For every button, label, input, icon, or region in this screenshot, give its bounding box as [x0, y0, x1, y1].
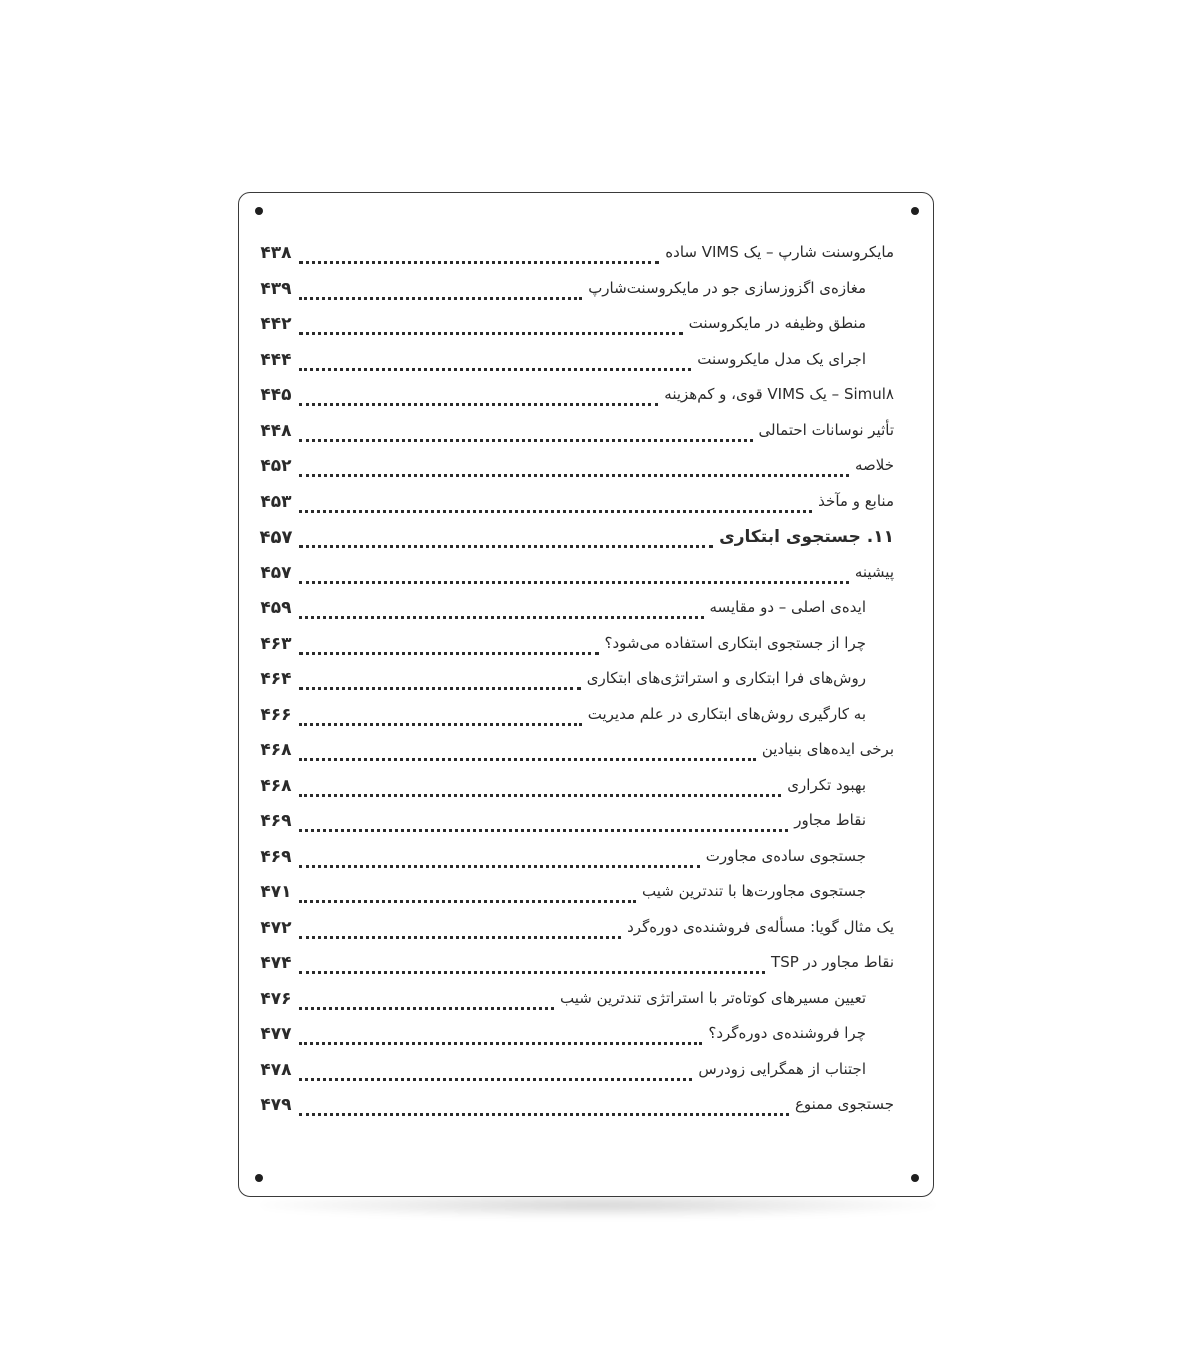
- toc-card: [238, 192, 934, 1197]
- toc-row[interactable]: [257, 1022, 894, 1058]
- dot-leader: [299, 261, 659, 264]
- corner-hole-bottom-right: [911, 1174, 919, 1182]
- toc-row[interactable]: [257, 667, 894, 703]
- toc-entry-title: ایده‌ی اصلی – دو مقایسه: [709, 598, 866, 616]
- toc-entry-title: جستجوی ممنوع: [794, 1095, 894, 1113]
- toc-page-number: ۴۷۶: [260, 988, 292, 1009]
- toc-row[interactable]: [257, 738, 894, 774]
- toc-row[interactable]: [257, 880, 894, 916]
- toc-page-number: ۴۳۹: [260, 278, 292, 299]
- toc-row[interactable]: [257, 454, 894, 490]
- toc-row[interactable]: [257, 845, 894, 881]
- toc-page-number: ۴۵۳: [260, 491, 292, 512]
- toc-entry-title: چرا از جستجوی ابتکاری استفاده می‌شود؟: [604, 633, 866, 652]
- dot-leader: [299, 1078, 692, 1081]
- dot-leader: [299, 900, 636, 903]
- toc-entry-title: تأثیر نوسانات احتمالی: [758, 420, 894, 439]
- toc-page-number: ۴۶۴: [260, 669, 292, 689]
- toc-page-number: ۴۷۱: [260, 882, 292, 902]
- toc-row[interactable]: [257, 596, 894, 632]
- dot-leader: [299, 474, 849, 477]
- toc-row[interactable]: [257, 703, 894, 739]
- toc-entry-title: جستجوی مجاورت‌ها با تندترین شیب: [642, 882, 866, 900]
- toc-row[interactable]: [257, 809, 894, 845]
- toc-chapter-row[interactable]: [257, 525, 894, 561]
- toc-row[interactable]: [257, 419, 894, 455]
- corner-hole-top-left: [255, 207, 263, 215]
- dot-leader: [299, 368, 691, 371]
- toc-page-number: ۴۶۳: [260, 633, 292, 654]
- toc-entry-title: تعیین مسیرهای کوتاه‌تر با استراتژی تندترین شیب: [560, 988, 866, 1007]
- toc-entry-title: نقاط مجاور: [794, 811, 866, 829]
- toc-row[interactable]: [257, 490, 894, 526]
- toc-page-number: ۴۷۹: [260, 1095, 292, 1115]
- toc-page-number: ۴۷۲: [260, 917, 292, 938]
- corner-hole-bottom-left: [255, 1174, 263, 1182]
- toc-row[interactable]: [257, 1058, 894, 1094]
- dot-leader: [299, 971, 765, 974]
- dot-leader: [299, 723, 582, 726]
- toc-row[interactable]: [257, 1093, 894, 1129]
- toc-page-number: ۴۶۶: [260, 704, 292, 725]
- toc-page-number: ۴۶۸: [260, 775, 292, 796]
- toc-page-number: ۴۴۵: [260, 385, 292, 405]
- toc-chapter-title: ۱۱. جستجوی ابتکاری: [719, 527, 894, 547]
- dot-leader: [299, 652, 599, 655]
- toc-entry-title: روش‌های فرا ابتکاری و استراتژی‌های ابتکاری: [586, 669, 866, 687]
- toc-row[interactable]: [257, 632, 894, 668]
- toc-entry-title: بهبود تکراری: [787, 775, 866, 794]
- toc-entry-title: منطق وظیفه در مایکروسنت: [688, 314, 866, 332]
- toc-page-number: ۴۵۷: [260, 562, 292, 583]
- dot-leader: [299, 687, 581, 690]
- toc-row[interactable]: [257, 277, 894, 313]
- toc-entry-title: مغازه‌ی اگزوزسازی جو در مایکروسنت‌شارپ: [588, 278, 866, 297]
- toc-entry-title: نقاط مجاور در TSP: [771, 953, 894, 971]
- toc-row[interactable]: [257, 916, 894, 952]
- toc-entry-title: Simul۸ – یک VIMS قوی، و کم‌هزینه: [664, 385, 894, 403]
- toc-page-number: ۴۴۴: [260, 349, 292, 370]
- dot-leader: [299, 1007, 554, 1010]
- dot-leader: [299, 581, 849, 584]
- dot-leader: [299, 758, 756, 761]
- dot-leader: [299, 545, 713, 548]
- dot-leader: [299, 1042, 702, 1045]
- toc-entry-title: یک مثال گویا: مسأله‌ی فروشنده‌ی دوره‌گرد: [627, 917, 894, 936]
- toc-page-number: ۴۷۸: [260, 1059, 292, 1080]
- toc-row[interactable]: [257, 312, 894, 348]
- toc-page-number: ۴۵۷: [259, 527, 293, 548]
- corner-hole-top-right: [911, 207, 919, 215]
- toc-page-number: ۴۶۸: [260, 740, 292, 760]
- toc-page-number: ۴۷۴: [260, 953, 292, 973]
- dot-leader: [299, 332, 683, 335]
- dot-leader: [299, 297, 582, 300]
- dot-leader: [299, 829, 788, 832]
- toc-entry-title: اجرای یک مدل مایکروسنت: [697, 349, 866, 368]
- toc-page-number: ۴۶۹: [260, 846, 292, 867]
- toc-row[interactable]: [257, 348, 894, 384]
- dot-leader: [299, 794, 781, 797]
- toc-page-number: ۴۳۸: [260, 243, 292, 263]
- toc-row[interactable]: [257, 561, 894, 597]
- toc-entry-title: مایکروسنت شارپ – یک VIMS ساده: [665, 243, 894, 261]
- toc-entry-title: به کارگیری روش‌های ابتکاری در علم مدیریت: [587, 704, 866, 723]
- toc-page-number: ۴۷۷: [260, 1024, 292, 1044]
- dot-leader: [299, 936, 621, 939]
- toc-entry-title: برخی ایده‌های بنیادین: [761, 740, 894, 758]
- toc-page-number: ۴۴۲: [260, 314, 292, 334]
- toc-entry-title: اجتناب از همگرایی زودرس: [698, 1059, 866, 1078]
- toc-entry-title: پیشینه: [854, 562, 894, 581]
- toc-page-number: ۴۵۹: [260, 598, 292, 618]
- toc-entry-title: جستجوی ساده‌ی مجاورت: [705, 846, 866, 865]
- dot-leader: [299, 616, 704, 619]
- dot-leader: [299, 1113, 789, 1116]
- dot-leader: [299, 403, 658, 406]
- table-of-contents: [257, 241, 894, 1129]
- dot-leader: [299, 865, 700, 868]
- toc-entry-title: منابع و مآخذ: [818, 491, 894, 510]
- toc-row[interactable]: [257, 987, 894, 1023]
- toc-page-number: ۴۴۸: [260, 420, 292, 441]
- toc-row[interactable]: [257, 241, 894, 277]
- toc-entry-title: چرا فروشنده‌ی دوره‌گرد؟: [708, 1024, 866, 1042]
- dot-leader: [299, 510, 812, 513]
- toc-row[interactable]: [257, 774, 894, 810]
- toc-row[interactable]: [257, 951, 894, 987]
- toc-entry-title: خلاصه: [854, 456, 894, 474]
- toc-page-number: ۴۶۹: [260, 811, 292, 831]
- toc-row[interactable]: [257, 383, 894, 419]
- dot-leader: [299, 439, 753, 442]
- toc-page-number: ۴۵۲: [260, 456, 292, 476]
